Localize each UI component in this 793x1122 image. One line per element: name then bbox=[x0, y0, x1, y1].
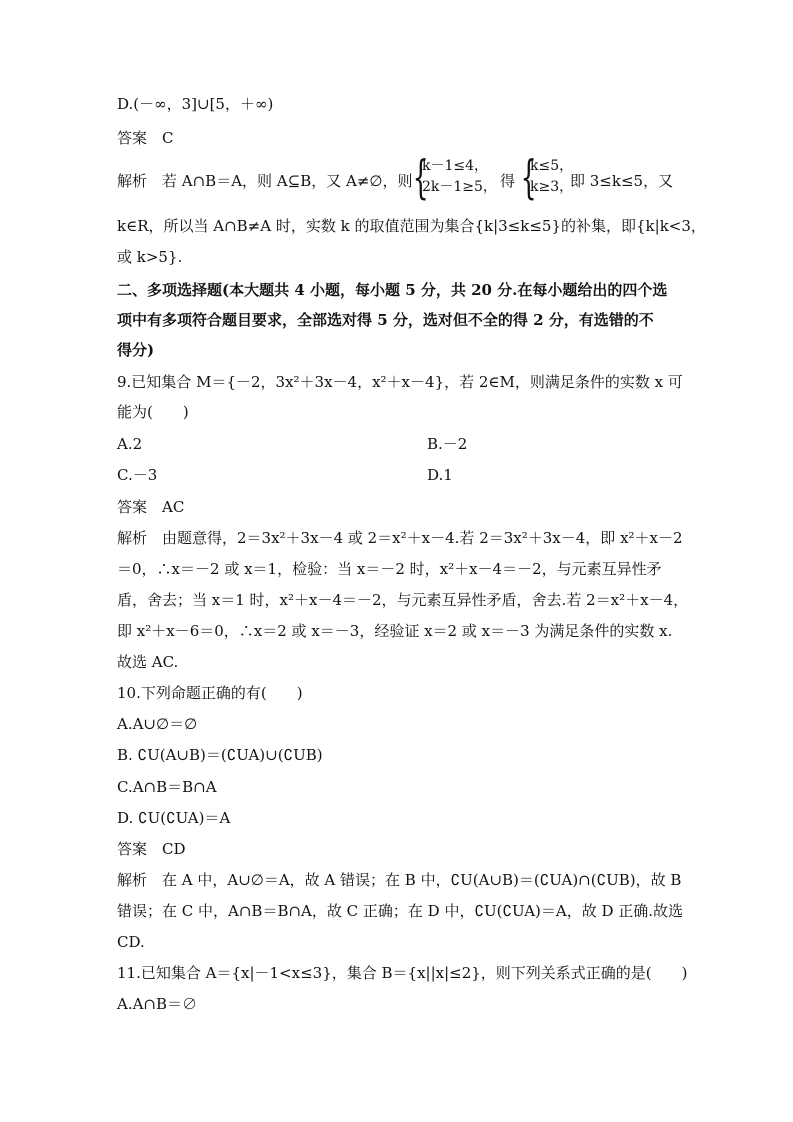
analysis-q10-line2: 错误；在 C 中，A∩B＝B∩A，故 C 正确；在 D 中，∁U(∁UA)＝A，故 D 正确.故选 bbox=[117, 902, 684, 920]
question-11: 11.已知集合 A＝{x|－1<x≤3}，集合 B＝{x||x|≤2}，则下列关系式正确的是( ) bbox=[117, 964, 688, 982]
analysis-q9-line4: 即 x²＋x－6＝0，∴x＝2 或 x＝－3，经验证 x＝2 或 x＝－3 为满足条件的实数 x. bbox=[117, 622, 673, 640]
option-d-q8: D.(－∞，3]∪[5，＋∞) bbox=[117, 95, 274, 113]
answer-q8: 答案 C bbox=[117, 129, 174, 147]
system2-row1: k≤5， bbox=[530, 158, 574, 174]
equation-system-2 bbox=[530, 156, 573, 198]
analysis-q8-line3: 或 k>5}. bbox=[117, 248, 183, 266]
option-c-q9: C.－3 bbox=[117, 466, 158, 484]
option-d-q9: D.1 bbox=[427, 466, 453, 484]
analysis-q9-line3: 盾，舍去；当 x＝1 时，x²＋x－4＝－2，与元素互异性矛盾，舍去.若 2＝x²＋x－4， bbox=[117, 591, 689, 609]
system2-row2: k≥3， bbox=[530, 179, 574, 195]
equation-system-1 bbox=[422, 156, 497, 198]
left-brace-icon: { bbox=[412, 150, 429, 204]
option-a-q9: A.2 bbox=[117, 435, 143, 453]
analysis-q9-line1: 解析 由题意得，2＝3x²＋3x－4 或 2＝x²＋x－4.若 2＝3x²＋3x－4，即 x²＋x－2 bbox=[117, 529, 683, 547]
analysis-q8-line2: k∈R，所以当 A∩B≠A 时，实数 k 的取值范围为集合{k|3≤k≤5}的补集，即{k|k<3， bbox=[117, 217, 706, 235]
analysis-q8-line1: 解析 若 A∩B＝A，则 A⊆B，又 A≠∅，则 bbox=[117, 172, 413, 190]
question-9-line1: 9.已知集合 M＝{－2，3x²＋3x－4，x²＋x－4}，若 2∈M，则满足条件的实数 x 可 bbox=[117, 373, 683, 391]
analysis-q9-line2: ＝0，∴x＝－2 或 x＝1，检验：当 x＝－2 时，x²＋x－4＝－2，与元素互异性矛 bbox=[117, 560, 662, 578]
question-10: 10.下列命题正确的有( ) bbox=[117, 684, 303, 702]
section-heading-line1: 二、多项选择题(本大题共 4 小题，每小题 5 分，共 20 分.在每小题给出的四个选 bbox=[117, 281, 668, 299]
section-heading-line2: 项中有多项符合题目要求，全部选对得 5 分，选对但不全的得 2 分，有选错的不 bbox=[117, 311, 654, 329]
analysis-q9-line5: 故选 AC. bbox=[117, 653, 179, 671]
analysis-q10-line1: 解析 在 A 中，A∪∅＝A，故 A 错误；在 B 中，∁U(A∪B)＝(∁UA)∩(∁UB)，故 B bbox=[117, 871, 682, 889]
analysis-q8-line1-end: 即 3≤k≤5，又 bbox=[570, 172, 674, 190]
answer-q9: 答案 AC bbox=[117, 498, 185, 516]
system1-row2: 2k－1≥5， bbox=[422, 179, 497, 195]
analysis-q8-de: 得 bbox=[500, 172, 516, 190]
analysis-q10-line3: CD. bbox=[117, 933, 145, 951]
option-a-q11: A.A∩B＝∅ bbox=[117, 995, 198, 1013]
answer-q10: 答案 CD bbox=[117, 840, 186, 858]
system1-row1: k－1≤4， bbox=[422, 158, 489, 174]
section-heading-line3: 得分) bbox=[117, 341, 155, 359]
option-c-q10: C.A∩B＝B∩A bbox=[117, 778, 217, 796]
option-a-q10: A.A∪∅＝∅ bbox=[117, 715, 198, 733]
option-d-q10: D. ∁U(∁UA)＝A bbox=[117, 809, 231, 827]
left-brace-icon: { bbox=[520, 150, 537, 204]
option-b-q10: B. ∁U(A∪B)＝(∁UA)∪(∁UB) bbox=[117, 746, 323, 764]
question-9-line2: 能为( ) bbox=[117, 403, 189, 421]
option-b-q9: B.－2 bbox=[427, 435, 468, 453]
